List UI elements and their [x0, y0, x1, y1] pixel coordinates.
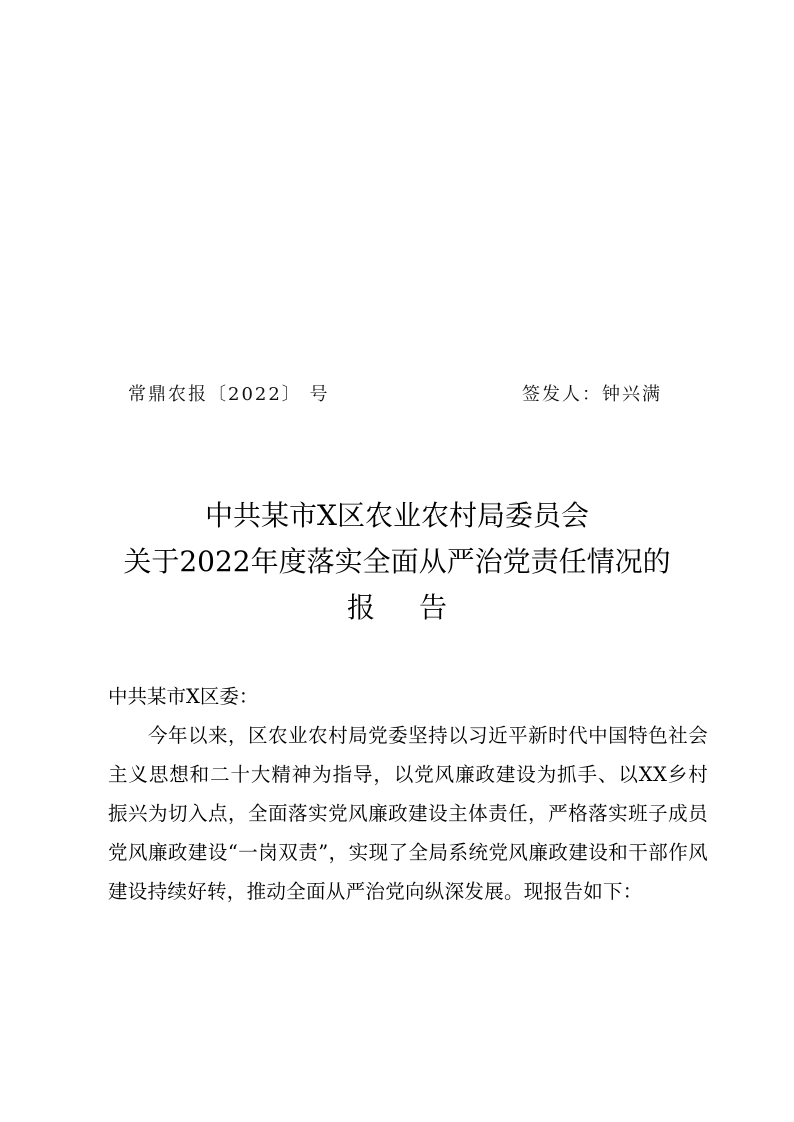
title-line-1: 中共某市X区农业农村局委员会	[205, 499, 589, 532]
body-paragraph: 今年以来，区农业农村局党委坚持以习近平新时代中国特色社会主义思想和二十大精神为指导，以党风廉政建设为抓手、以XX乡村振兴为切入点，全面落实党风廉政建设主体责任，严格落实班子成员党风廉政建设“一岗双责”，实现了全局系统党风廉政建设和干部作风建设持续好转，推动全面从严治党向纵深发展。现报告如下：	[108, 724, 708, 903]
document-body	[108, 677, 708, 911]
title-line-3: 报告	[346, 591, 491, 624]
addressee: 中共某市X区委：	[108, 685, 259, 708]
title-line-2: 关于2022年度落实全面从严治党责任情况的	[123, 545, 671, 578]
signer-line: 签发人：钟兴满	[522, 384, 662, 405]
document-header	[0, 380, 794, 410]
document-number: 常鼎农报〔2022〕 号	[128, 384, 330, 405]
document-title	[0, 493, 794, 631]
